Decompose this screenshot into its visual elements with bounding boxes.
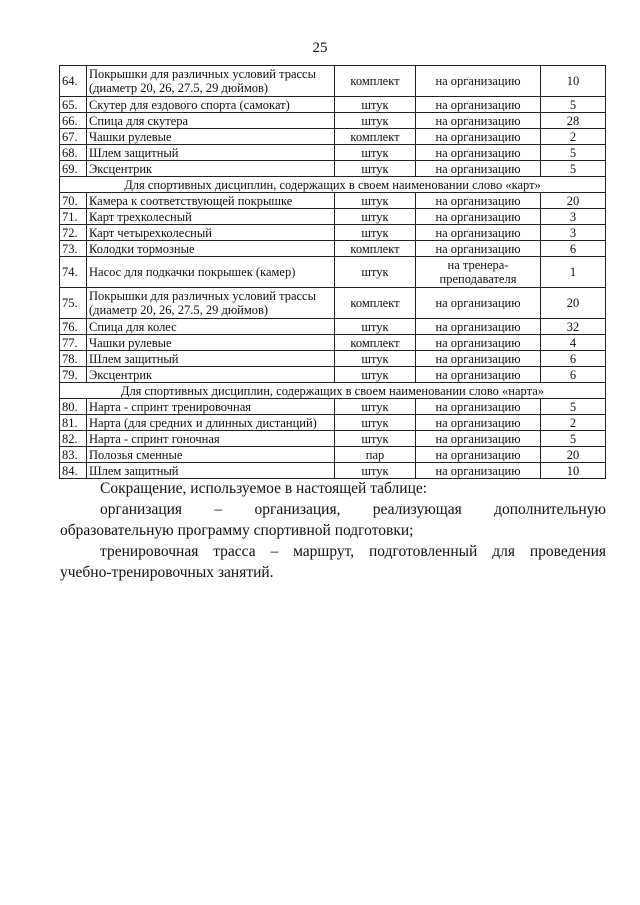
item-name: Скутер для ездового спорта (самокат) — [87, 97, 335, 113]
calculation-unit: на организацию — [416, 225, 541, 241]
unit-of-measure: штук — [335, 193, 416, 209]
quantity: 5 — [541, 399, 606, 415]
unit-of-measure: штук — [335, 431, 416, 447]
quantity: 6 — [541, 367, 606, 383]
table-row — [60, 415, 606, 431]
calculation-unit: на организацию — [416, 209, 541, 225]
item-name: Шлем защитный — [87, 351, 335, 367]
definition-training-track-line1: тренировочная трасса – маршрут, подготовленный для проведения — [100, 543, 606, 560]
calculation-unit: на организацию — [416, 288, 541, 319]
item-name: Эксцентрик — [87, 161, 335, 177]
item-name: Шлем защитный — [87, 463, 335, 479]
unit-of-measure: комплект — [335, 241, 416, 257]
row-number: 67. — [60, 129, 87, 145]
row-number: 75. — [60, 288, 87, 319]
calculation-unit: на организацию — [416, 113, 541, 129]
unit-of-measure: комплект — [335, 335, 416, 351]
table-row — [60, 241, 606, 257]
calculation-unit: на организацию — [416, 351, 541, 367]
definition-organization: организация – организация, реализующая дополнительную образовательную программу спортивной подготовки; — [60, 501, 606, 539]
unit-of-measure: пар — [335, 447, 416, 463]
calculation-unit: на тренера-преподавателя — [416, 257, 541, 288]
unit-of-measure: штук — [335, 97, 416, 113]
quantity: 5 — [541, 145, 606, 161]
calculation-unit: на организацию — [416, 319, 541, 335]
unit-of-measure: комплект — [335, 288, 416, 319]
item-name: Карт четырехколесный — [87, 225, 335, 241]
item-name: Полозья сменные — [87, 447, 335, 463]
section-header-text: Для спортивных дисциплин, содержащих в своем наименовании слово «нарта» — [60, 383, 606, 399]
calculation-unit: на организацию — [416, 129, 541, 145]
item-name: Колодки тормозные — [87, 241, 335, 257]
item-name: Нарта (для средних и длинных дистанций) — [87, 415, 335, 431]
quantity: 6 — [541, 241, 606, 257]
quantity: 28 — [541, 113, 606, 129]
item-name: Нарта - спринт тренировочная — [87, 399, 335, 415]
row-number: 72. — [60, 225, 87, 241]
table-row — [60, 463, 606, 479]
item-name: Карт трехколесный — [87, 209, 335, 225]
item-name: Шлем защитный — [87, 145, 335, 161]
table-row — [60, 431, 606, 447]
equipment-table-body — [60, 66, 606, 479]
table-row — [60, 257, 606, 288]
table-row — [60, 113, 606, 129]
table-row — [60, 351, 606, 367]
quantity: 5 — [541, 161, 606, 177]
quantity: 10 — [541, 463, 606, 479]
section-header-row — [60, 383, 606, 399]
definition-training-track-line2: учебно-тренировочных занятий. — [60, 564, 274, 581]
row-number: 79. — [60, 367, 87, 383]
row-number: 73. — [60, 241, 87, 257]
quantity: 3 — [541, 225, 606, 241]
calculation-unit: на организацию — [416, 66, 541, 97]
calculation-unit: на организацию — [416, 367, 541, 383]
item-name: Чашки рулевые — [87, 335, 335, 351]
table-row — [60, 209, 606, 225]
unit-of-measure: штук — [335, 209, 416, 225]
item-name: Насос для подкачки покрышек (камер) — [87, 257, 335, 288]
row-number: 74. — [60, 257, 87, 288]
calculation-unit: на организацию — [416, 463, 541, 479]
item-name: Эксцентрик — [87, 367, 335, 383]
calculation-unit: на организацию — [416, 161, 541, 177]
quantity: 2 — [541, 129, 606, 145]
row-number: 81. — [60, 415, 87, 431]
table-row — [60, 225, 606, 241]
unit-of-measure: штук — [335, 351, 416, 367]
table-row — [60, 145, 606, 161]
row-number: 66. — [60, 113, 87, 129]
row-number: 84. — [60, 463, 87, 479]
table-row — [60, 319, 606, 335]
calculation-unit: на организацию — [416, 415, 541, 431]
row-number: 83. — [60, 447, 87, 463]
item-name: Покрышки для различных условий трассы (диаметр 20, 26, 27.5, 29 дюймов) — [87, 288, 335, 319]
row-number: 76. — [60, 319, 87, 335]
unit-of-measure: штук — [335, 463, 416, 479]
quantity: 20 — [541, 288, 606, 319]
quantity: 10 — [541, 66, 606, 97]
unit-of-measure: штук — [335, 257, 416, 288]
table-row — [60, 447, 606, 463]
unit-of-measure: штук — [335, 399, 416, 415]
abbreviations-heading: Сокращение, используемое в настоящей таблице: — [100, 480, 428, 497]
unit-of-measure: комплект — [335, 66, 416, 97]
calculation-unit: на организацию — [416, 241, 541, 257]
calculation-unit: на организацию — [416, 97, 541, 113]
calculation-unit: на организацию — [416, 431, 541, 447]
quantity: 2 — [541, 415, 606, 431]
table-row — [60, 288, 606, 319]
section-header-text: Для спортивных дисциплин, содержащих в своем наименовании слово «карт» — [60, 177, 606, 193]
quantity: 20 — [541, 193, 606, 209]
table-row — [60, 97, 606, 113]
row-number: 77. — [60, 335, 87, 351]
quantity: 6 — [541, 351, 606, 367]
unit-of-measure: штук — [335, 319, 416, 335]
row-number: 69. — [60, 161, 87, 177]
unit-of-measure: комплект — [335, 129, 416, 145]
item-name: Спица для скутера — [87, 113, 335, 129]
row-number: 71. — [60, 209, 87, 225]
row-number: 78. — [60, 351, 87, 367]
calculation-unit: на организацию — [416, 193, 541, 209]
unit-of-measure: штук — [335, 415, 416, 431]
row-number: 64. — [60, 66, 87, 97]
row-number: 68. — [60, 145, 87, 161]
section-header-row — [60, 177, 606, 193]
quantity: 5 — [541, 431, 606, 447]
unit-of-measure: штук — [335, 367, 416, 383]
unit-of-measure: штук — [335, 145, 416, 161]
quantity: 4 — [541, 335, 606, 351]
unit-of-measure: штук — [335, 161, 416, 177]
row-number: 70. — [60, 193, 87, 209]
row-number: 82. — [60, 431, 87, 447]
item-name: Покрышки для различных условий трассы (диаметр 20, 26, 27.5, 29 дюймов) — [87, 66, 335, 97]
calculation-unit: на организацию — [416, 335, 541, 351]
table-row — [60, 193, 606, 209]
item-name: Нарта - спринт гоночная — [87, 431, 335, 447]
quantity: 1 — [541, 257, 606, 288]
row-number: 80. — [60, 399, 87, 415]
item-name: Камера к соответствующей покрышке — [87, 193, 335, 209]
table-row — [60, 161, 606, 177]
row-number: 65. — [60, 97, 87, 113]
abbreviations-section — [60, 478, 606, 583]
item-name: Спица для колес — [87, 319, 335, 335]
table-row — [60, 367, 606, 383]
unit-of-measure: штук — [335, 113, 416, 129]
calculation-unit: на организацию — [416, 145, 541, 161]
quantity: 32 — [541, 319, 606, 335]
unit-of-measure: штук — [335, 225, 416, 241]
quantity: 5 — [541, 97, 606, 113]
quantity: 20 — [541, 447, 606, 463]
equipment-table — [59, 65, 606, 479]
item-name: Чашки рулевые — [87, 129, 335, 145]
calculation-unit: на организацию — [416, 399, 541, 415]
table-row — [60, 66, 606, 97]
table-row — [60, 399, 606, 415]
page-number: 25 — [312, 40, 328, 56]
calculation-unit: на организацию — [416, 447, 541, 463]
table-row — [60, 335, 606, 351]
table-row — [60, 129, 606, 145]
quantity: 3 — [541, 209, 606, 225]
